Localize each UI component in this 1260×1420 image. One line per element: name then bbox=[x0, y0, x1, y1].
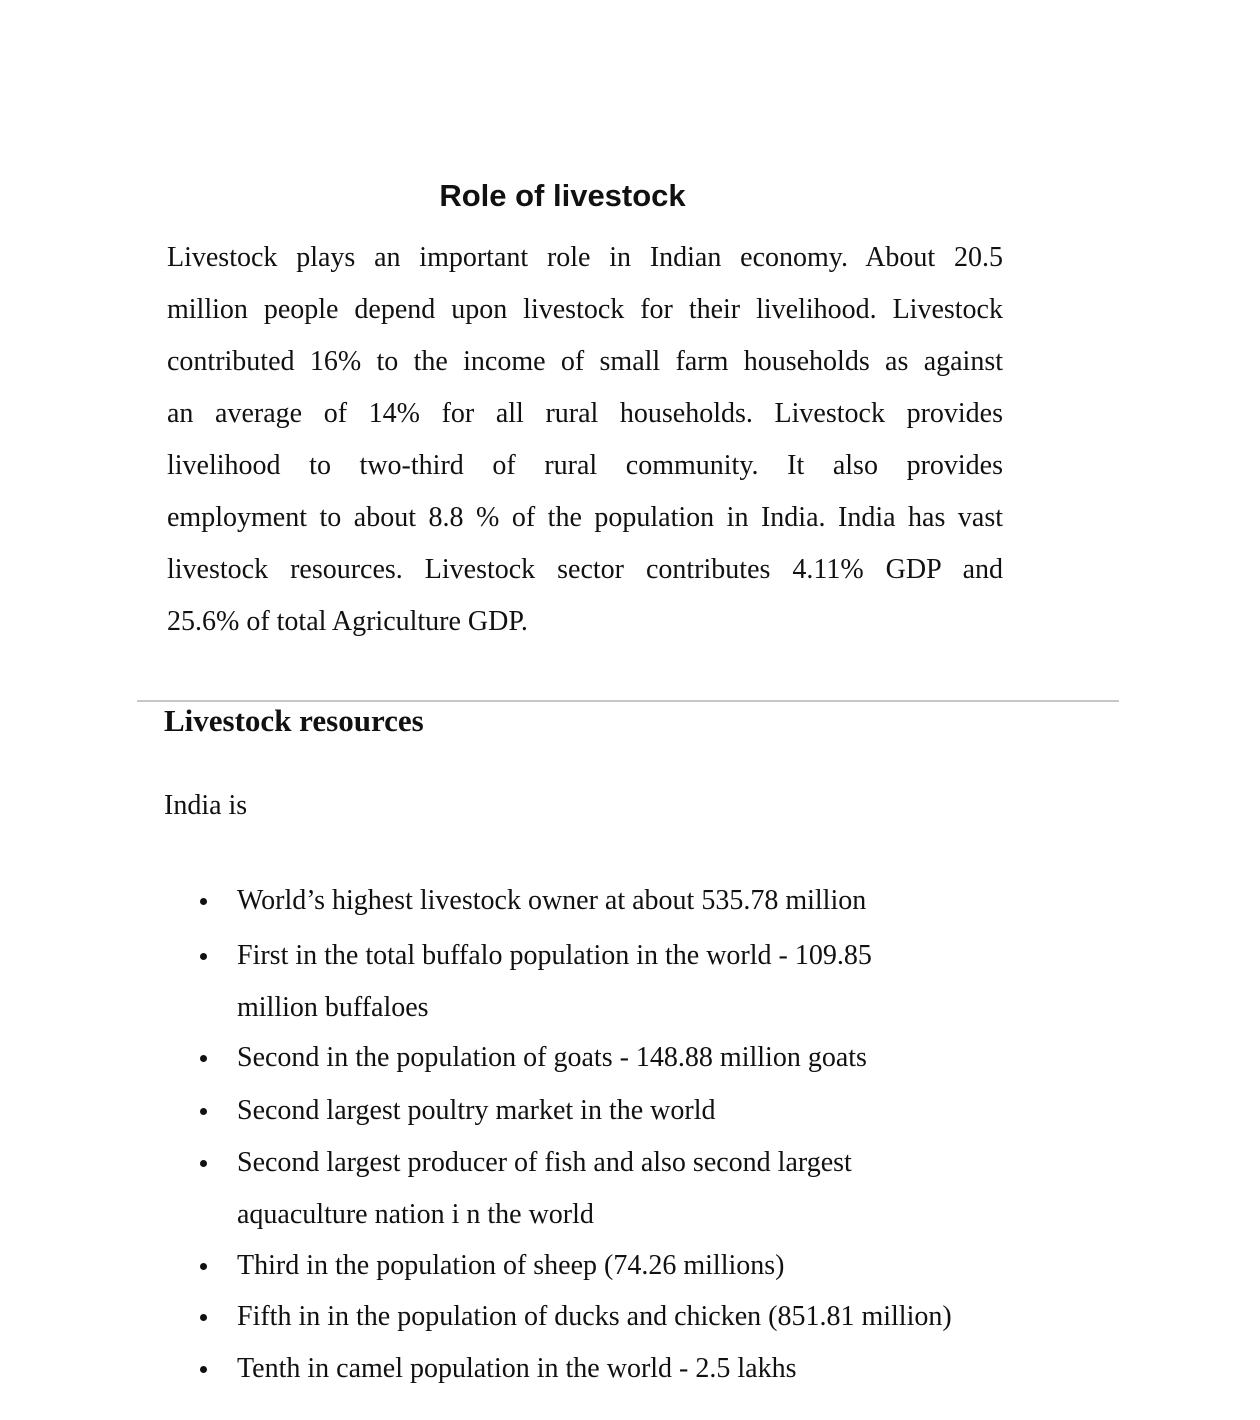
section-heading: Livestock resources bbox=[164, 703, 424, 738]
intro-line: Livestock plays an important role in Indian economy. About 20.5 bbox=[167, 242, 1003, 273]
bullet-icon bbox=[200, 1108, 207, 1115]
list-item-text: World’s highest livestock owner at about 535.78 million bbox=[237, 885, 867, 916]
list-item-text: Second in the population of goats - 148.88 million goats bbox=[237, 1042, 867, 1073]
list-item bbox=[237, 1032, 867, 1084]
list-item-text: First in the total buffalo population in the world - 109.85 bbox=[237, 940, 872, 971]
bullet-icon bbox=[200, 1366, 207, 1373]
intro-paragraph bbox=[167, 232, 1003, 648]
list-item bbox=[237, 1085, 716, 1137]
bullet-icon bbox=[200, 1160, 207, 1167]
list-item bbox=[237, 1137, 852, 1241]
lead-text: India is bbox=[164, 790, 248, 821]
list-item bbox=[237, 1343, 796, 1395]
intro-line: livestock resources. Livestock sector contributes 4.11% GDP and bbox=[167, 554, 1003, 585]
bullet-icon bbox=[200, 898, 207, 905]
intro-line: livelihood to two-third of rural community. It also provides bbox=[167, 450, 1003, 481]
list-item-text: Third in the population of sheep (74.26 millions) bbox=[237, 1250, 785, 1281]
list-item-text: aquaculture nation i n the world bbox=[237, 1199, 594, 1230]
list-item-text: Second largest producer of fish and also second largest bbox=[237, 1147, 852, 1178]
list-item-text: Tenth in camel population in the world - 2.5 lakhs bbox=[237, 1353, 797, 1384]
bullet-icon bbox=[200, 1055, 207, 1062]
intro-line: an average of 14% for all rural households. Livestock provides bbox=[167, 398, 1003, 429]
page-title: Role of livestock bbox=[439, 178, 686, 213]
intro-line: employment to about 8.8 % of the population in India. India has vast bbox=[167, 502, 1003, 533]
list-item bbox=[237, 1291, 952, 1343]
bullet-icon bbox=[200, 953, 207, 960]
intro-line: contributed 16% to the income of small farm households as against bbox=[167, 346, 1003, 377]
list-item-text: Second largest poultry market in the world bbox=[237, 1095, 716, 1126]
bullet-icon bbox=[200, 1314, 207, 1321]
list-item bbox=[237, 930, 872, 1034]
section-divider bbox=[137, 700, 1119, 702]
list-item bbox=[237, 875, 866, 927]
intro-line: 25.6% of total Agriculture GDP. bbox=[167, 606, 528, 637]
list-item bbox=[237, 1240, 784, 1292]
list-item-text: million buffaloes bbox=[237, 992, 429, 1023]
intro-line: million people depend upon livestock for their livelihood. Livestock bbox=[167, 294, 1003, 325]
bullet-icon bbox=[200, 1263, 207, 1270]
list-item-text: Fifth in in the population of ducks and chicken (851.81 million) bbox=[237, 1301, 952, 1332]
